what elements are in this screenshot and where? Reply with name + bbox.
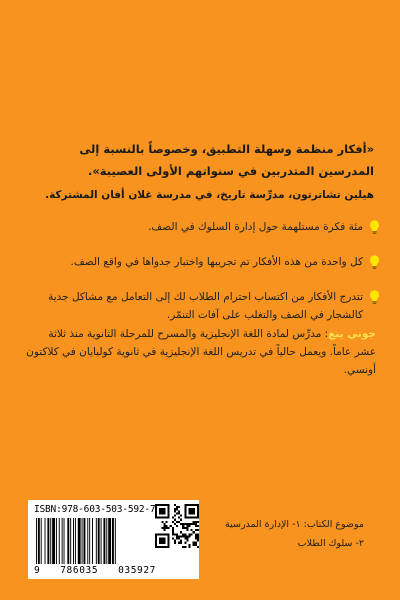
isbn-number: ISBN:978-603-503-592-7 — [34, 504, 156, 515]
list-item-text: تتدرج الأفكار من اكتساب احترام الطلاب لك إلى التعامل مع مشاكل جدية كالشجار في الصف والتغلب على آفات التنمّر. — [48, 291, 363, 321]
subject-line: موضوع الكتاب: ١- الإدارة المدرسية — [225, 519, 364, 530]
author-name: جوني ينغ — [328, 328, 376, 340]
list-item — [24, 253, 380, 271]
barcode — [34, 518, 154, 564]
list-item-text: كل واحدة من هذه الأفكار تم تجريبها واختبار جدواها في واقع الصف. — [70, 256, 363, 268]
book-subject — [199, 515, 364, 553]
barcode-digits — [34, 565, 156, 576]
barcode-digit-group: 9 — [34, 565, 41, 576]
lightbulb-icon — [369, 220, 380, 235]
quote-attribution: هيلين تشاترتون، مدرِّسة تاريخ، في مدرسة غلان أفان المشتركة. — [45, 189, 374, 201]
author-bio — [26, 325, 376, 379]
subject-line: ٢- سلوك الطلاب — [297, 538, 364, 549]
quote: «أفكار منظمة وسهلة التطبيق، وخصوصاً بالنسبة إلى المدرسين المتدربين في سنواتهم الأولى العصيبة». — [79, 142, 374, 178]
list-item — [24, 288, 380, 324]
feature-list — [24, 218, 380, 341]
author-bio-text: : مدرِّس لمادة اللغة الإنجليزية والمسرح للمرحلة الثانوية منذ ثلاثة عشر عاماً. ويعمل حالياً في تدريس اللغة الإنجليزية في ثانوية كولبايان في كلاكتون أونسي. — [26, 328, 376, 376]
barcode-digit-group: 786035 — [60, 565, 99, 576]
qr-code — [155, 504, 199, 548]
barcode-digit-group: 035927 — [118, 565, 156, 576]
list-item-text: مئة فكرة مستلهمة حول إدارة السلوك في الصف. — [148, 221, 363, 233]
lightbulb-icon — [369, 290, 380, 305]
list-item — [24, 218, 380, 236]
lightbulb-icon — [369, 255, 380, 270]
